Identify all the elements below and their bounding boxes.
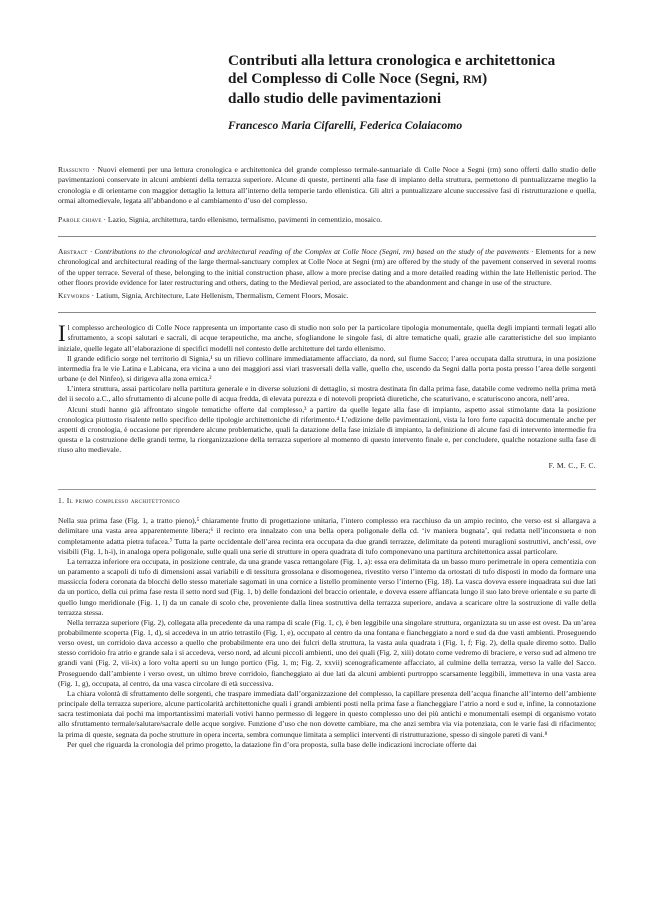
intro-p1-text: l complesso archeologico di Colle Noce rappresenta un importante caso di studio non solo per la particolare tipologia monumentale, quella degli impianti termali legati allo sfruttamento, a scopi salutari e sacrali, di acque terapeutiche, ma anche, sfogliandone le singole fasi, di altre tematiche quali, grazie alle caratteristiche del suo impianto iniziale, quelle legate all’elaborazione di specifici modelli nel contesto delle architetture del tardo ellenismo. <box>58 323 596 353</box>
parole-text: · Lazio, Signia, architettura, tardo ellenismo, termalismo, pavimenti in cementizio, mosaico. <box>101 215 383 225</box>
author-initials: F. M. C., F. C. <box>548 461 596 471</box>
parole-label: Parole chiave <box>58 215 102 225</box>
keywords-text: · Latium, Signia, Architecture, Late Hellenism, Thermalism, Cement Floors, Mosaic. <box>89 291 349 301</box>
abstract-block <box>58 247 596 301</box>
intro-paragraph-4: Alcuni studi hanno già affrontato singole tematiche offerte dal complesso,³ a partire da quelle legate alla fase di impianto, aspetto assai stimolante data la posizione cronologica piuttosto risalente nello specifico delle tipologie architettoniche di riferimento.⁴ L’edizione delle pavimentazioni, vista la loro forte capacità documentale anche per aspetti di cronologia, è occasione per riprendere alcune problematiche, quali la datazione della fase iniziale di impianto, la definizione di alcune fasi di intervento intermedie fra questa e la costruzione delle grandi terme, la riorganizzazione della terrazza superiore al momento di questo intervento finale e, per concludere, qualche notazione sulla fase di riuso alto medievale. <box>58 404 596 455</box>
riassunto <box>58 165 596 206</box>
section-paragraph-4: La chiara volontà di sfruttamento delle sorgenti, che traspare immediata dall’organizzazione del complesso, la capillare presenza dell’acqua finanche all’interno dell’ambiente principale della terrazza superiore, alcune particolarità architettoniche quali i grandi ambienti posti nella prima fase a fiancheggiare l’atrio a nord e sud e, infine, la connotazione sacra testimoniata dai pochi ma importantissimi materiali votivi hanno permesso di leggere in questo complesso uno dei più antichi e monumentali esempi di organismo votato allo sfruttamento termale/salutare/sacrale delle acque sorgive. Funzione d’uso che non dovette cambiare, ma che anzi sembra via via potenziata, con le varie fasi di rifacimento; la prima di queste, segnata da poche strutture in opera incerta, sembra comunque limitata a semplici interventi di ristrutturazione, spesso di singole pareti di vani.⁸ <box>58 688 596 739</box>
abstract <box>58 247 596 288</box>
parole-chiave <box>58 215 596 225</box>
title-line-3: dallo studio delle pavimentazioni <box>228 89 442 107</box>
section-heading: 1. Il primo complesso architettonico <box>58 496 180 506</box>
intro-paragraph-3: L’intera struttura, assai particolare nella partitura generale e in diverse soluzioni di dettaglio, si mostra destinata fin dalla prima fase, databile come vedremo nella prima metà del ii secolo a.C., allo sfruttamento di alcune polle di acqua fredda, di elevata purezza e di notevoli proprietà diuretiche, che scaturivano, e scaturiscono ancora, nell’area. <box>58 384 596 404</box>
abstract-label: Abstract <box>58 247 88 257</box>
authors: Francesco Maria Cifarelli, Federica Colaiacomo <box>228 119 463 133</box>
section-paragraph-5: Per quel che riguarda la cronologia del primo progetto, la datazione fin d’ora proposta, sulla base delle indicazioni incrociate offerte dai <box>67 739 477 749</box>
paper-title <box>228 52 596 108</box>
keywords-label: Keywords <box>58 291 90 301</box>
abstract-title: · Contributions to the chronological and architectural reading of the Complex at Colle Noce (Segni, rm) based on the study of the pavements · <box>87 247 536 257</box>
abstract-text: Elements for a new chronological and architectural reading of the large thermal-sanctuary complex at Colle Noce at Segni (rm) are offered by the study of the pavement conserved in several rooms of the upper terrace. Several of these, belonging to the initial construction phase, allow a more precise dating and a more detailed reading within the late Hellenistic period. The other floors provide evidence for later restructuring and others, dating to the Medieval period, are associated to the abandonment and change in use of the structure. <box>58 247 596 287</box>
intro-paragraph-1 <box>58 323 596 353</box>
title-line-2-smallcaps: RM <box>462 74 483 87</box>
drop-cap: I <box>58 321 66 347</box>
keywords <box>58 291 596 301</box>
paper-page <box>58 52 596 750</box>
title-block <box>228 52 596 133</box>
riassunto-label: Riassunto <box>58 165 90 175</box>
intro-paragraph-2: Il grande edificio sorge nel territorio di Signia,¹ su un rilievo collinare immediatamente affacciato, da nord, sul fiume Sacco; l’area occupata dalla struttura, in una posizione intermedia fra le vie Latina e Labicana, era vicina a uno dei maggiori assi viari trasversali della valle, quello che, uscendo da Segni dalla porta posta presso l’area delle sorgenti urbane (e del Ninfeo), si dirigeva alla zona ernica.² <box>58 353 596 384</box>
introduction <box>58 323 596 470</box>
section-paragraph-3: Nella terrazza superiore (Fig. 2), collegata alla precedente da una rampa di scale (Fig. 1, c), è ben leggibile una singolare struttura, organizzata su un asse est ovest. Da un’area probabilmente scoperta (Fig. 1, d), si accedeva in un atrio tetrastilo (Fig. 1, e), occupato al centro da una fontana e fiancheggiato a nord e sud da due vasti ambienti. Proseguendo verso ovest, un corridoio dava accesso a quello che probabilmente era uno dei fulcri della struttura, la vasta aula quadrata i (Fig. 1, f; Fig. 2), della quale diremo sotto. Dallo stesso corridoio fra atrio e grande sala i si accedeva, verso nord, ad alcuni piccoli ambienti, uno dei quali (Fig. 2, xiii) dotato come vedremo di braciere, e verso sud ad almeno tre grandi vani (Fig. 2, vii-ix) a loro volta aperti su un lungo portico (Fig. 1, m; Fig. 2, xxvii) scenograficamente affacciato, al culmine della terrazza, verso la valle del Sacco. Proseguendo dall’ambiente i verso ovest, un ultimo breve corridoio, fiancheggiato ai due lati da alcuni ambienti purtroppo scarsamente leggibili, immetteva in una vasta area (Fig. 1, g), occupata, al centro, da una vasca circolare di età successiva. <box>58 617 596 688</box>
divider <box>58 236 596 237</box>
section-paragraph-1: Nella sua prima fase (Fig. 1, a tratto pieno),⁵ chiaramente frutto di progettazione unitaria, l’intero complesso era racchiuso da un ampio recinto, che verso est si allargava a delimitare una vasta area apparentemente libera;⁶ il recinto era innalzato con una bella opera poligonale della cd. ‘iv maniera bugnata’, qui redatta nell’inconsueta e non completamente adatta pietra tufacea.⁷ Tutta la parte occidentale dell’area recinta era occupata da due grandi terrazze, delimitate da potenti muraglioni sostruttivi, anch’essi, ove visibili (Fig. 1, h-i), in analoga opera poligonale, sulle quali una serie di strutture in opera quadrata di tufo componevano una partitura architettonica assai particolare. <box>58 516 596 556</box>
title-line-2b: ) <box>482 70 488 88</box>
title-line-1: Contributi alla lettura cronologica e architettonica <box>228 52 556 69</box>
title-line-2a: del Complesso di Colle Noce (Segni, <box>228 70 463 88</box>
section-1-body <box>58 516 596 750</box>
section-paragraph-2: La terrazza inferiore era occupata, in posizione centrale, da una grande vasca rettangolare (Fig. 1, a): essa era delimitata da un basso muro perimetrale in opera cementizia con un paramento a scapoli di tufo di dimensioni assai variabili e di tessitura grossolana e disomogenea, rivestito verso l’interno da ortostati di tufo disposti in modo da formare una massiccia fodera coronata da blocchi dello stesso materiale sagomati in una cornice a listello prominente verso l’interno (Fig. 18). La vasca doveva essere inquadrata sui due lati da un portico, della cui prima fase resta il setto nord sud (Fig. 1, b) delle fondazioni del braccio orientale, e doveva essere affiancata lungo il suo lato breve orientale e su parte di quello lungo meridionale (Fig. 1, l) da un canale di scolo che, proveniente dalla linea sostruttiva della terrazza superiore, andava a scaricare oltre la sostruzione di valle della terrazza stessa. <box>58 556 596 617</box>
riassunto-text: · Nuovi elementi per una lettura cronologica e architettonica del grande complesso termale-santuariale di Colle Noce a Segni (rm) sono offerti dallo studio delle pavimentazioni conservate in alcuni ambienti della terrazza superiore. Alcune di queste, pertinenti alla fase di impianto della struttura, permettono di puntualizzarne meglio la cronologia e di orientarne con maggior dettaglio la lettura all’interno della temperie tardo ellenistica. Gli altri a puntualizzare alcune successive fasi di ristrutturazione e quella, ormai altomedievale, legata all’abbandono e al cambiamento d’uso del complesso. <box>58 165 596 205</box>
section-divider <box>58 489 596 490</box>
divider <box>58 312 596 313</box>
